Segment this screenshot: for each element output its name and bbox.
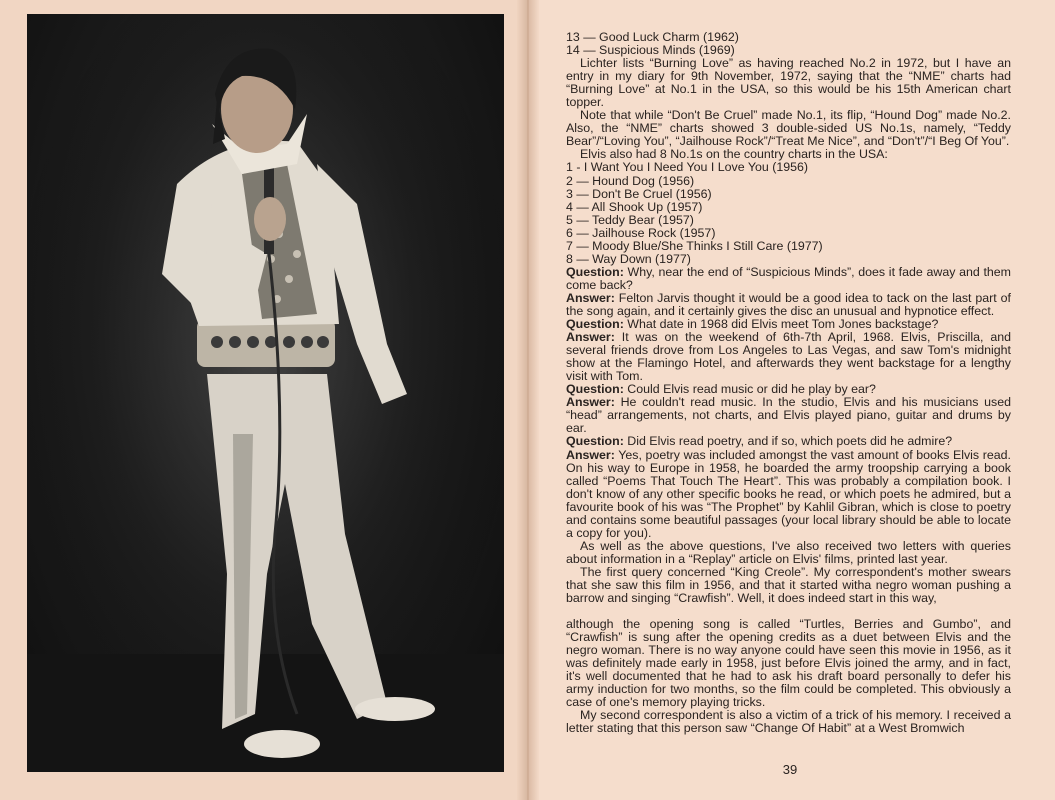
article-text bbox=[566, 31, 1011, 735]
question-label: Question: bbox=[566, 434, 624, 449]
list-item: 7 — Moody Blue/She Thinks I Still Care (1977) bbox=[566, 238, 823, 253]
answer bbox=[566, 449, 1011, 540]
list-item: 1 - I Want You I Need You I Love You (1956) bbox=[566, 160, 809, 175]
paragraph: Note that while “Don't Be Cruel” made No.1, its flip, “Hound Dog” made No.2. Also, the “NME” charts showed 3 double-sided US No.1s, namely, “Teddy Bear”/“Loving You”, “Jailhouse Rock”/“Treat Me Nice”, and “Don't”/“I Beg Of You”. bbox=[566, 108, 1011, 149]
list-item: 8 — Way Down (1977) bbox=[566, 251, 691, 266]
list-item: 5 — Teddy Bear (1957) bbox=[566, 212, 694, 227]
answer bbox=[566, 396, 1011, 435]
answer-label: Answer: bbox=[566, 330, 615, 345]
question bbox=[566, 266, 1011, 292]
paragraph: My second correspondent is also a victim of a trick of his memory. I received a letter stating that this person saw “Change Of Habit” at a West Bromwich bbox=[566, 708, 1011, 736]
answer-label: Answer: bbox=[566, 290, 615, 305]
list-item: 2 — Hound Dog (1956) bbox=[566, 173, 695, 188]
question-text: Did Elvis read poetry, and if so, which poets did he admire? bbox=[623, 434, 953, 449]
left-page bbox=[0, 0, 527, 800]
list-item: 4 — All Shook Up (1957) bbox=[566, 199, 703, 214]
answer-text: Yes, poetry was included amongst the vast amount of books Elvis read. On his way to Europe in 1958, he boarded the army troopship carrying a book called “Poems That Touch The Heart”. This was probably a compilation book. I don't know of any other specific books he read, or which poets he admired, but a favourite book of his was “The Prophet” by Kahlil Gibran, which is close to poetry and contains some beautiful passages (your local library should be able to locate a copy for you). bbox=[566, 447, 1011, 540]
paragraph: As well as the above questions, I've also received two letters with queries about information in a “Replay” article on Elvis' films, printed last year. bbox=[566, 538, 1011, 566]
list-item: 13 — Good Luck Charm (1962) bbox=[566, 30, 739, 44]
list-item: 6 — Jailhouse Rock (1957) bbox=[566, 225, 716, 240]
paragraph: although the opening song is called “Turtles, Berries and Gumbo”, and “Crawfish” is sung after the opening credits as a duet between Elvis and the negro woman. There is no way anyone could have seen this movie in 1956, as it was definitely made early in 1958, just before Elvis joined the army, and in fact, it's well documented that he had to ask his draft board personally to defer his army induction for two months, so the film could be completed. This obviously a case of one's memory playing tricks. bbox=[566, 617, 1011, 710]
answer bbox=[566, 292, 1011, 318]
question-label: Question: bbox=[566, 382, 624, 397]
list-item: 14 — Suspicious Minds (1969) bbox=[566, 43, 735, 58]
answer-label: Answer: bbox=[566, 395, 615, 410]
question-label: Question: bbox=[566, 264, 624, 279]
list-item: 3 — Don't Be Cruel (1956) bbox=[566, 186, 712, 201]
paragraph: Elvis also had 8 No.1s on the country charts in the USA: bbox=[580, 147, 888, 162]
performer-illustration bbox=[27, 14, 504, 772]
answer-text: He couldn't read music. In the studio, Elvis and his musicians used “head” arrangements, not charts, and Elvis played piano, guitar and drums by ear. bbox=[566, 395, 1011, 436]
answer bbox=[566, 331, 1011, 383]
page-gutter bbox=[517, 0, 539, 800]
paragraph: Lichter lists “Burning Love” as having reached No.2 in 1972, but I have an entry in my diary for 9th November, 1972, saying that the “NME” charts had “Burning Love” at No.1 in the USA, so this would be his 15th American chart topper. bbox=[566, 56, 1011, 110]
question-text: What date in 1968 did Elvis meet Tom Jones backstage? bbox=[623, 317, 939, 332]
answer-label: Answer: bbox=[566, 447, 615, 462]
paragraph: The first query concerned “King Creole”. My correspondent's mother swears that she saw this film in 1956, and that it started witha negro woman pushing a barrow and singing “Crawfish”. Well, it does indeed start in this way, bbox=[566, 564, 1011, 606]
performer-photo bbox=[27, 14, 504, 772]
question-label: Question: bbox=[566, 317, 624, 332]
answer-text: Felton Jarvis thought it would be a good idea to tack on the last part of the song again, and it certainly gives the disc an unusual and hypnotice effect. bbox=[566, 290, 1011, 318]
question-text: Why, near the end of “Suspicious Minds”, does it fade away and them come back? bbox=[566, 264, 1011, 292]
page-number: 39 bbox=[782, 762, 798, 777]
answer-text: It was on the weekend of 6th-7th April, 1968. Elvis, Priscilla, and several friends drove from Los Angeles to Las Vegas, and saw Tom's midnight show at the Flamingo Hotel, and afterwards they went backstage for a lengthy visit with Tom. bbox=[566, 330, 1011, 384]
question-text: Could Elvis read music or did he play by ear? bbox=[623, 382, 876, 397]
